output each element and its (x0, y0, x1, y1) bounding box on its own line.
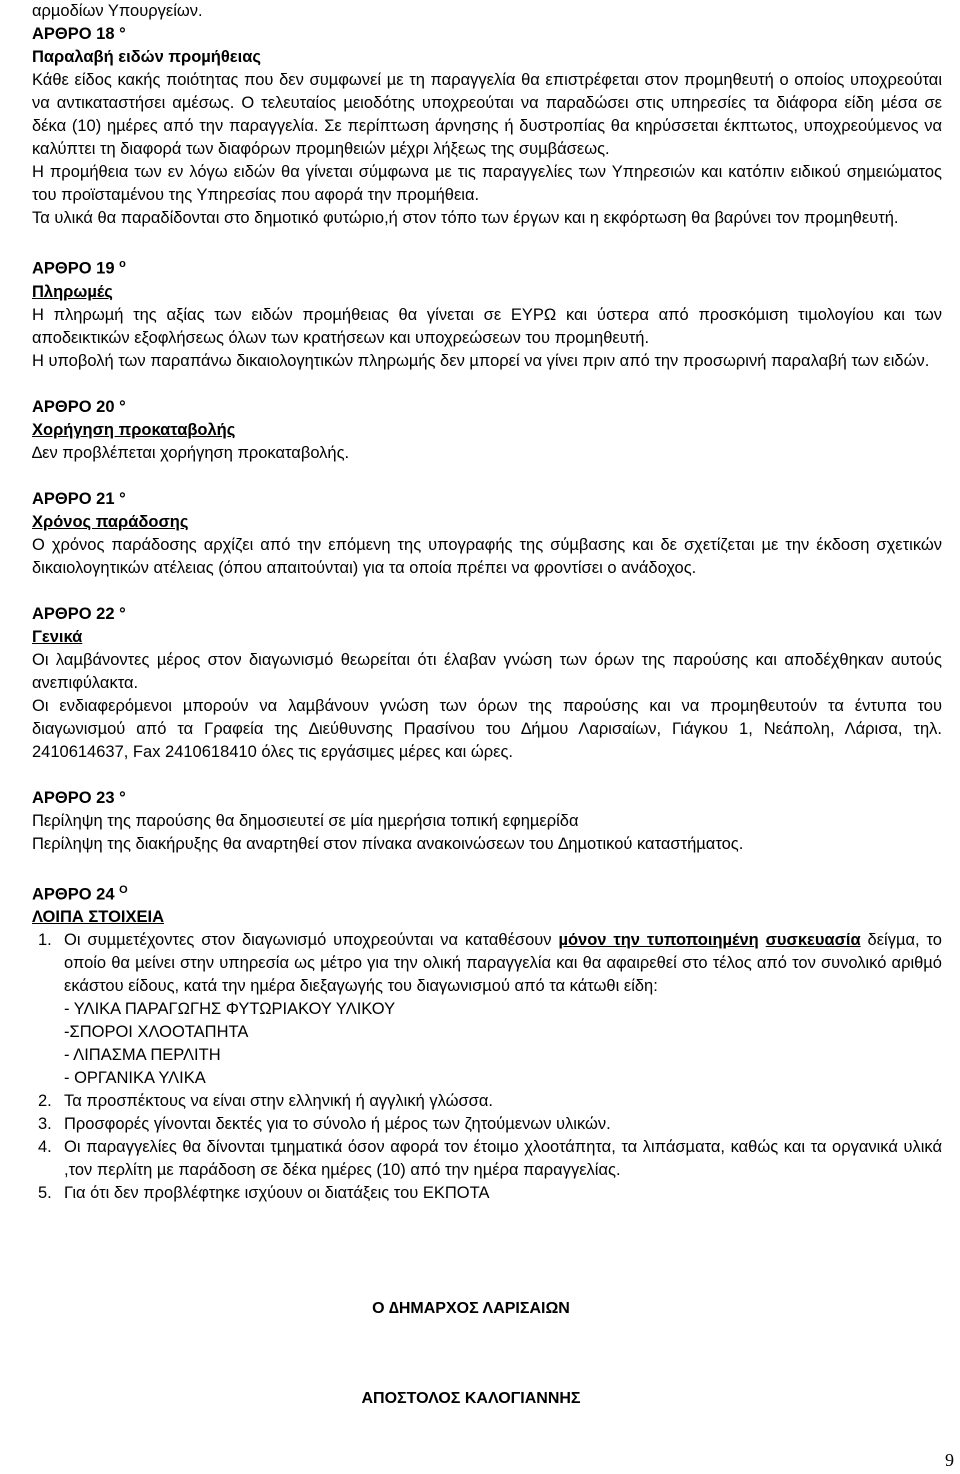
list-item-1-pre: Οι συµµετέχοντες στον διαγωνισµό υποχρεούνται να καταθέσουν (64, 931, 552, 949)
document-body (32, 0, 942, 1205)
list-item-3 (38, 1113, 942, 1136)
signature-title: Ο ∆ΗΜΑΡΧΟΣ ΛΑΡΙΣΑΙΩΝ (372, 1300, 570, 1317)
sub-item: - ΥΛΙΚΑ ΠΑΡΑΓΩΓΗΣ ΦΥΤΩΡΙΑΚΟΥ ΥΛΙΚΟΥ (64, 1000, 396, 1018)
spacer (32, 373, 942, 396)
sub-item: - ΟΡΓΑΝΙΚΑ ΥΛΙΚΑ (64, 1069, 206, 1087)
spacer (32, 856, 942, 879)
list-item-number: 1. (38, 931, 52, 949)
article-24-heading-text: ΑΡΘΡΟ 24 (32, 885, 115, 903)
list-item-2 (38, 1090, 942, 1113)
article-21-paragraph-1: Ο χρόνος παράδοσης αρχίζει από την επόµενη της υπογραφής της σύµβασης και δε σχετίζεται µε την έκδοση σχετικών δικαιολογητικών ατέλειας (όπου απαιτούνται) για τα οποία πρέπει να φροντίσει ο ανάδοχος. (32, 535, 942, 577)
article-24-heading (32, 879, 942, 907)
list-item-1-underlined: συσκευασία (765, 931, 861, 949)
article-18-paragraph-1: Κάθε είδος κακής ποιότητας που δεν συµφωνεί µε τη παραγγελία θα επιστρέφεται στον προµηθευτή ο οποίος υποχρεούται να αντικαταστήσει αµέσως. Ο τελευταίος µειοδότης υποχρεούται να παραδώσει στις υπηρεσίες τα διάφορα είδη µέσα σε δέκα (10) ηµέρες από την παραγγελία. Σε περίπτωση άρνησης ή δυστροπίας θα κηρύσσεται έκπτωτος, υποχρεούµενος να καλύπτει τη διαφορά των διαφόρων προµηθειών µέχρι λήξεως της συµβάσεως. (32, 71, 942, 158)
article-22-title: Γενικά (32, 627, 83, 646)
article-20-title: Χορήγηση προκαταβολής (32, 420, 236, 439)
list-item-number: 4. (38, 1138, 52, 1156)
article-18-heading: ΑΡΘΡΟ 18 ° (32, 25, 126, 43)
article-22-paragraph-2: Οι ενδιαφερόµενοι µπορούν να λαµβάνουν γνώση των όρων της παρούσης και να προµηθευτούν τα έντυπα του διαγωνισµού από τα Γραφεία της ∆ιεύθυνσης Πρασίνου του ∆ήµου Λαρισαίων, Γιάγκου 1, Νεάπολη, Λάρισα, τηλ. 2410614637, Fax 2410618410 όλες τις εργάσιµες µέρες και ώρες. (32, 696, 942, 761)
article-24-title: ΛΟΙΠΑ ΣΤΟΙΧΕΙΑ (32, 908, 165, 926)
spacer (32, 465, 942, 488)
article-19-title: Πληρωµές (32, 282, 113, 301)
list-item-number: 3. (38, 1115, 52, 1133)
spacer (32, 230, 942, 253)
list-item-1-subitems (38, 998, 942, 1090)
sub-item: -ΣΠΟΡΟΙ ΧΛΟΟΤΑΠΗΤΑ (64, 1023, 249, 1041)
article-19-paragraph-2: Η υποβολή των παραπάνω δικαιολογητικών πληρωµής δεν µπορεί να γίνει πριν από την προσωρινή παραλαβή των ειδών. (32, 351, 930, 370)
article-19-heading (32, 253, 942, 281)
article-23-paragraph-2: Περίληψη της διακήρυξης θα αναρτηθεί στον πίνακα ανακοινώσεων του ∆ηµοτικού καταστήµατος. (32, 834, 744, 853)
article-24-superscript: Ο (119, 883, 128, 896)
article-18-title: Παραλαβή ειδών προµήθειας (32, 48, 261, 66)
list-item-number: 5. (38, 1184, 52, 1202)
list-item-number: 2. (38, 1092, 52, 1110)
article-23-paragraph-1: Περίληψη της παρούσης θα δηµοσιευτεί σε µία ηµερήσια τοπική εφηµερίδα (32, 811, 579, 830)
list-item-2-text: Τα προσπέκτους να είναι στην ελληνική ή αγγλική γλώσσα. (64, 1092, 493, 1110)
article-18-paragraph-3: Τα υλικά θα παραδίδονται στο δηµοτικό φυτώριο,ή στον τόπο των έργων και η εκφόρτωση θα βαρύνει τον προµηθευτή. (32, 209, 899, 227)
list-item-1-post: δείγµα, το οποίο θα µείνει στην υπηρεσία ως µέτρο για την ολική παραγγελία και θα αφαιρεθεί στο τέλος από τον συνολικό αριθµό εκάστου είδους, κατά την ηµέρα διεξαγωγής του διαγωνισµού από τα κάτωθι είδη: (64, 931, 942, 995)
article-22-heading: ΑΡΘΡΟ 22 ° (32, 604, 126, 623)
sub-item: - ΛΙΠΑΣΜΑ ΠΕΡΛΙΤΗ (64, 1046, 221, 1064)
list-item-4 (38, 1136, 942, 1182)
article-21-heading: ΑΡΘΡΟ 21 ° (32, 489, 126, 508)
spacer (32, 580, 942, 603)
article-23-heading: ΑΡΘΡΟ 23 ° (32, 788, 126, 807)
article-20-paragraph-1: ∆εν προβλέπεται χορήγηση προκαταβολής. (32, 443, 350, 462)
article-24-list (38, 929, 942, 1205)
list-item-1 (38, 929, 942, 998)
list-item-4-text: Οι παραγγελίες θα δίνονται τµηµατικά όσον αφορά τον έτοιµο χλοοτάπητα, τα λιπάσµατα, καθώς και τα οργανικά υλικά ,τον περλίτη µε παράδοση σε δέκα ηµέρες (10) από την ηµέρα παραγγελίας. (64, 1138, 942, 1179)
article-18-paragraph-2: Η προµήθεια των εν λόγω ειδών θα γίνεται σύµφωνα µε τις παραγγελίες των Υπηρεσιών και κατόπιν ειδικού σηµειώµατος του προϊσταµένου της Υπηρεσίας που αφορά την προµήθεια. (32, 163, 942, 204)
list-item-1-bold-underlined: µόνον την τυποποιηµένη (558, 931, 759, 949)
list-item-5-text: Για ότι δεν προβλέφτηκε ισχύουν οι διατάξεις του ΕΚΠΟΤΑ (64, 1184, 490, 1202)
article-22-paragraph-1: Οι λαµβάνοντες µέρος στον διαγωνισµό θεωρείται ότι έλαβαν γνώση των όρων της παρούσης και αποδέχθηκαν αυτούς ανεπιφύλακτα. (32, 650, 942, 692)
article-21-title: Χρόνος παράδοσης (32, 512, 189, 531)
signature-name: ΑΠΟΣΤΟΛΟΣ ΚΑΛΟΓΙΑΝΝΗΣ (361, 1390, 581, 1407)
article-19-superscript: ο (119, 258, 126, 270)
list-item-3-text: Προσφορές γίνονται δεκτές για το σύνολο ή µέρος των ζητούµενων υλικών. (64, 1115, 611, 1133)
intro-line: αρµοδίων Υπουργείων. (32, 2, 203, 20)
article-19-paragraph-1: Η πληρωµή της αξίας των ειδών προµήθειας θα γίνεται σε ΕΥΡΩ και ύστερα από προσκόµιση τιµολογίου και των αποδεικτικών εξοφλήσεως όλων των κρατήσεων και υποχρεώσεων του προµηθευτή. (32, 305, 942, 347)
article-20-heading: ΑΡΘΡΟ 20 ° (32, 397, 126, 416)
list-item-5 (38, 1182, 942, 1205)
article-19-heading-text: ΑΡΘΡΟ 19 (32, 259, 115, 278)
spacer (32, 764, 942, 787)
page-number: 9 (945, 1450, 954, 1470)
